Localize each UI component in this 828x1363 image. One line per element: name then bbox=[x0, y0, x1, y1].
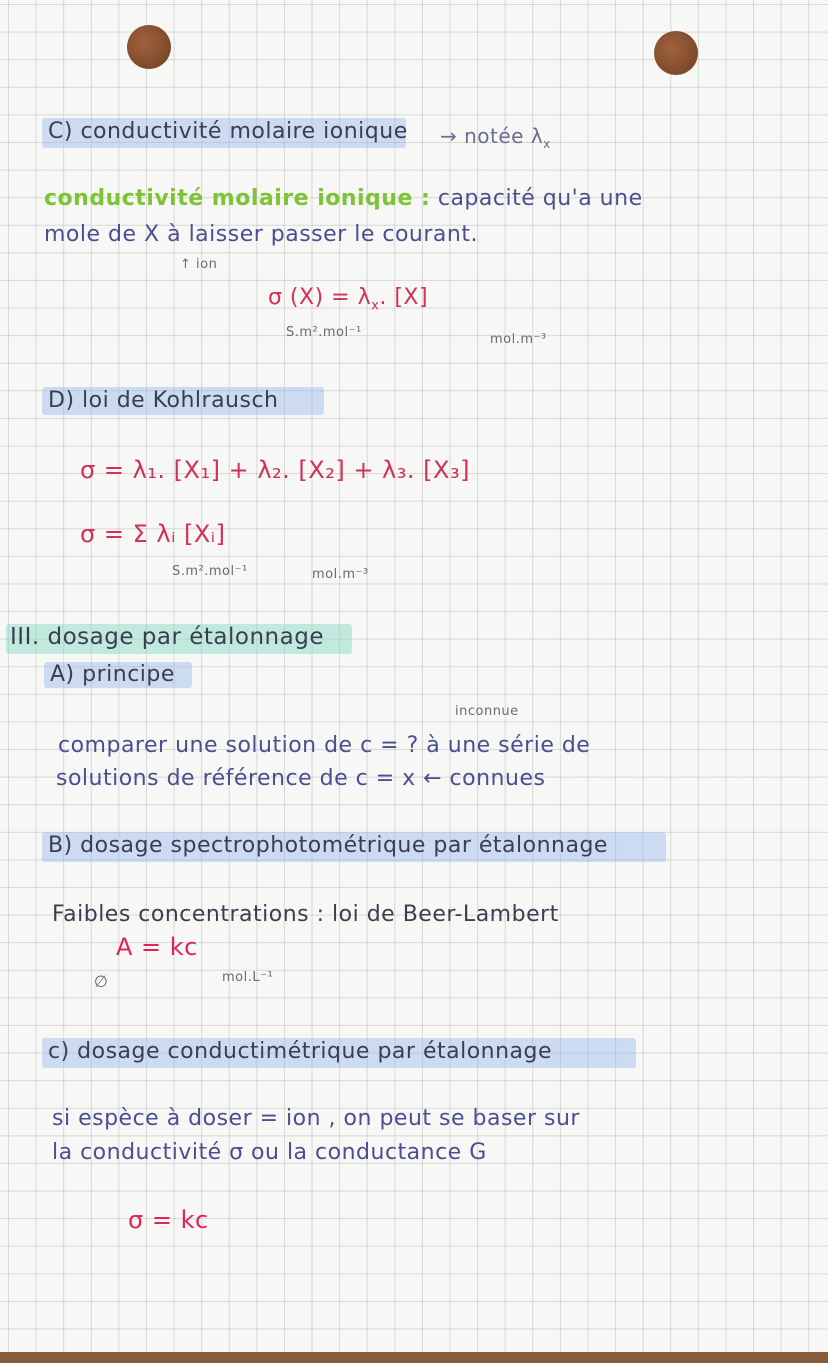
definition-line-2: mole de X à laisser passer le courant. bbox=[44, 222, 478, 247]
kohlrausch-eq-1: σ = λ₁. [X₁] + λ₂. [X₂] + λ₃. [X₃] bbox=[80, 456, 470, 484]
principle-line-2: solutions de référence de c = x ← connues bbox=[56, 766, 546, 791]
section-iii-title: III. dosage par étalonnage bbox=[10, 624, 324, 650]
conductimetric-line-1: si espèce à doser = ion , on peut se baser sur bbox=[52, 1106, 580, 1131]
beer-lambert-line: Faibles concentrations : loi de Beer-Lambert bbox=[52, 902, 559, 927]
binder-hole-right bbox=[654, 31, 698, 75]
section-c2-title: c) dosage conductimétrique par étalonnage bbox=[48, 1039, 553, 1064]
section-a-title: A) principe bbox=[50, 662, 175, 687]
conductimetric-line-2: la conductivité σ ou la conductance G bbox=[52, 1140, 487, 1165]
ion-note: ↑ ion bbox=[180, 257, 218, 272]
formula-unit-2: mol.m⁻³ bbox=[490, 332, 547, 347]
formula-sub: x bbox=[371, 298, 380, 314]
binder-hole-left bbox=[127, 25, 171, 69]
section-b-title: B) dosage spectrophotométrique par étalonnage bbox=[48, 833, 608, 858]
conductimetric-formula: σ = kc bbox=[128, 1206, 209, 1234]
definition-line-1 bbox=[44, 186, 643, 211]
unknown-note: inconnue bbox=[455, 704, 519, 719]
kohlrausch-unit-2: mol.m⁻³ bbox=[312, 567, 369, 582]
beer-lambert-unit: mol.L⁻¹ bbox=[222, 970, 274, 985]
formula-conductivity bbox=[268, 285, 428, 313]
kohlrausch-unit-1: S.m².mol⁻¹ bbox=[172, 564, 248, 579]
section-d-title: D) loi de Kohlrausch bbox=[48, 388, 279, 413]
note-sub: x bbox=[543, 137, 551, 151]
note-text: → notée λ bbox=[440, 124, 544, 148]
principle-line-1: comparer une solution de c = ? à une série de bbox=[58, 733, 591, 758]
definition-text-1: capacité qu'a une bbox=[437, 186, 643, 211]
kohlrausch-eq-2: σ = Σ λᵢ [Xᵢ] bbox=[80, 520, 226, 548]
formula-rest: . [X] bbox=[379, 285, 429, 310]
definition-term: conductivité molaire ionique : bbox=[44, 186, 431, 211]
formula-unit-1: S.m².mol⁻¹ bbox=[286, 325, 362, 340]
section-c-title: C) conductivité molaire ionique bbox=[48, 119, 408, 144]
beer-lambert-formula: A = kc bbox=[116, 933, 198, 961]
empty-set-symbol: ∅ bbox=[94, 972, 109, 991]
formula-main: σ (X) = λ bbox=[268, 285, 372, 310]
section-c-note bbox=[440, 124, 551, 151]
